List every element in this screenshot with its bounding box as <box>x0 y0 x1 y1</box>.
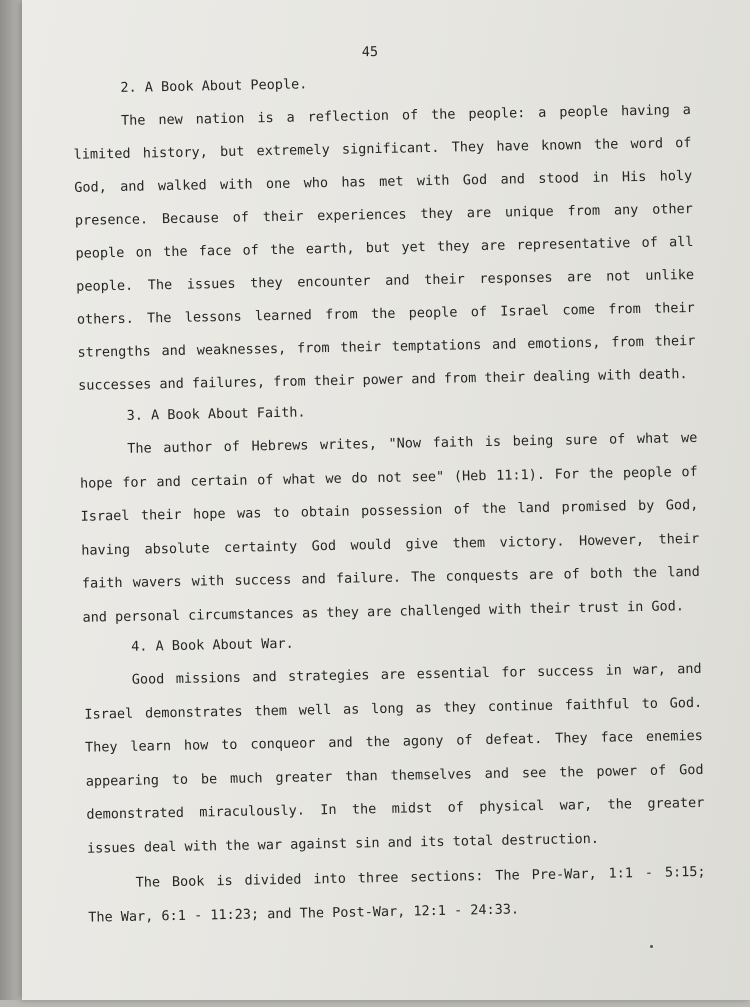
text-line: hope for and certain of what we do not see" (Heb 11:1). For the people of <box>79 463 698 492</box>
section-heading-people: 2. A Book About People. <box>120 76 308 96</box>
text-line: Israel demonstrates them well as long as they continue faithful to God. <box>84 694 703 723</box>
text-line: having absolute certainty God would give them victory. However, their <box>81 530 700 559</box>
text-line: limited history, but extremely significant. They have known the word of <box>73 134 692 163</box>
text-line: appearing to be much greater than themselves and see the power of God <box>85 761 704 790</box>
section-heading-faith: 3. A Book About Faith. <box>126 404 306 424</box>
text-line: presence. Because of their experiences they are unique from any other <box>74 200 693 229</box>
text-line: faith wavers with success and failure. The conquests are of both the land <box>81 563 700 592</box>
text-line: and personal circumstances as they are challenged with their trust in God. <box>82 597 685 626</box>
text-line: issues deal with the war against sin and its total destruction. <box>86 830 600 857</box>
text-line: successes and failures, from their power and from their dealing with death. <box>77 366 688 394</box>
text-line: demonstrated miraculously. In the midst of physical war, the greater <box>86 794 705 823</box>
text-line: people. The issues they encounter and their responses are not unlike <box>76 266 695 295</box>
text-line: The new nation is a reflection of the people: a people having a <box>120 101 692 129</box>
text-line: Israel their hope was to obtain possession of the land promised by God, <box>80 496 699 525</box>
text-line: people on the face of the earth, but yet they are representative of all <box>75 233 694 262</box>
speck <box>650 945 653 948</box>
text-line: The War, 6:1 - 11:23; and The Post-War, 12:1 - 24:33. <box>88 901 520 926</box>
text-line: Good missions and strategies are essential for success in war, and <box>131 660 702 688</box>
text-line: The Book is divided into three sections: The Pre-War, 1:1 - 5:15; <box>135 863 706 891</box>
page-number: 45 <box>361 43 379 61</box>
text-line: They learn how to conqueor and the agony of defeat. They face enemies <box>84 727 703 756</box>
text-line: strengths and weaknesses, from their temptations and emotions, from their <box>77 332 696 361</box>
section-heading-war: 4. A Book About War. <box>131 635 294 655</box>
text-line: others. The lessons learned from the people of Israel come from their <box>76 299 695 328</box>
text-line: The author of Hebrews writes, "Now faith is being sure of what we <box>127 429 698 457</box>
text-line: God, and walked with one who has met with God and stood in His holy <box>74 167 693 196</box>
